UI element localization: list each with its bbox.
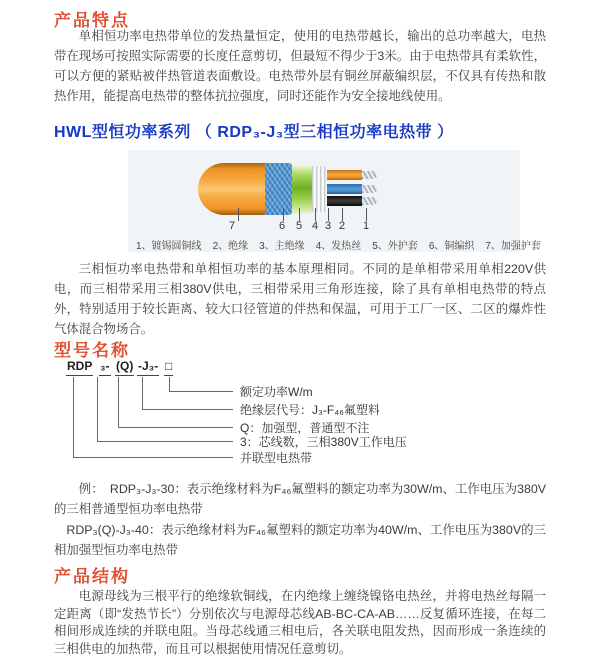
cable-copper-braid bbox=[265, 163, 292, 215]
part-number-6: 6 bbox=[278, 220, 286, 232]
cable-figure bbox=[128, 150, 541, 252]
cable-conductor-bottom bbox=[362, 197, 377, 205]
legend-item: 6、铜编织 bbox=[428, 241, 475, 252]
legend-item: 2、绝缘 bbox=[212, 241, 249, 252]
features-paragraph: 单相恒功率电热带单位的发热量恒定，使用的电热带越长，输出的总功率越大，电热带在现场可按照实际需要的长度任意剪切，但最短不得少于3米。由于电热带具有柔软性，可以方便的紧贴被伴热管道表面敷设。电热带外层有铜丝屏蔽编织层，不仅具有传热和散热作用，能提高电热带的整体抗拉强度，同时还能作为安全接地线使用。 bbox=[54, 29, 546, 103]
model-heading: 型号名称 bbox=[54, 341, 130, 360]
model-label-parallel-type: 并联型电热带 bbox=[240, 451, 313, 465]
part-number-4: 4 bbox=[311, 220, 319, 232]
structure-heading: 产品结构 bbox=[54, 567, 130, 586]
cable-heating-wire-layer bbox=[312, 166, 327, 212]
cable-main-insulation bbox=[292, 164, 312, 214]
model-token-rdp: RDP bbox=[66, 360, 93, 376]
model-label-core-count: 3：芯线数，三相380V工作电压 bbox=[240, 435, 407, 449]
part-number-5: 5 bbox=[295, 220, 303, 232]
figure-legend bbox=[136, 237, 541, 252]
model-token-q: (Q) bbox=[115, 360, 134, 376]
part-number-1: 1 bbox=[362, 220, 370, 232]
model-example-2: RDP₃(Q)-J₃-40：表示绝缘材料为F₄₆氟塑料的额定功率为40W/m、工作电压为380V的三相加强型恒功率电热带 bbox=[54, 523, 546, 557]
part-number-7: 7 bbox=[228, 220, 236, 232]
model-label-insulation-code: 绝缘层代号：J₃-F₄₆氟塑料 bbox=[240, 403, 380, 417]
model-label-rated-power: 额定功率W/m bbox=[240, 385, 313, 399]
cable-conductor-middle bbox=[362, 185, 377, 193]
features-heading: 产品特点 bbox=[54, 11, 130, 30]
legend-item: 3、主绝缘 bbox=[259, 241, 305, 252]
model-token-j3: -J₃- bbox=[137, 360, 159, 376]
structure-paragraph: 电源母线为三根平行的绝缘软铜线，在内绝缘上缠绕镍铬电热丝，并将电热丝每隔一定距离（即“发热节长”）分别依次与电源母芯线AB-BC-CA-AB……反复循环连接，在每二相间形成连续的并联电阻。当母芯线通三相电后，各关联电阻发热，因而形成一条连续的三相供电的加热带，而且可以根据使用情况任意剪切。 bbox=[54, 589, 546, 656]
legend-item: 5、外护套 bbox=[372, 241, 418, 252]
cable-core-blue bbox=[327, 184, 362, 194]
legend-item: 1、镀锡圆铜线 bbox=[136, 241, 202, 252]
model-token-phase: ₃- bbox=[99, 360, 111, 376]
model-code-diagram bbox=[54, 360, 546, 474]
leader-line-7 bbox=[238, 208, 239, 221]
model-token-power-box: □ bbox=[164, 360, 173, 376]
legend-item: 4、发热丝 bbox=[315, 241, 362, 252]
legend-item: 7、加强护套 bbox=[485, 241, 541, 252]
part-number-3: 3 bbox=[324, 220, 332, 232]
cable-conductor-top bbox=[362, 171, 377, 179]
model-label-reinforced: Q：加强型，普通型不注 bbox=[240, 421, 370, 435]
cable-core-orange bbox=[327, 170, 362, 180]
part-number-2: 2 bbox=[338, 220, 346, 232]
model-example-1: 例： RDP₃-J₃-30：表示绝缘材料为F₄₆氟塑料的额定功率为30W/m、工作电压为380V的三相普通型恒功率电热带 bbox=[54, 482, 546, 516]
cable-core-black bbox=[327, 196, 362, 206]
connector-line-power bbox=[169, 377, 233, 392]
series-heading: HWL型恒功率系列 （ RDP₃-J₃型三相恒功率电热带 ） bbox=[54, 124, 454, 141]
series-paragraph: 三相恒功率电热带和单相恒功率的基本原理相同。不同的是单相带采用单相220V供电，而三相带采用三相380V供电，三相带采用三角形连接，除了具有单相电热带的特点外，特别适用于较长距离、较大口径管道的伴热和保温，可用于工厂一区、二区的爆炸性气体混合物场合。 bbox=[54, 262, 546, 336]
cable-outer-sheath bbox=[198, 163, 265, 215]
